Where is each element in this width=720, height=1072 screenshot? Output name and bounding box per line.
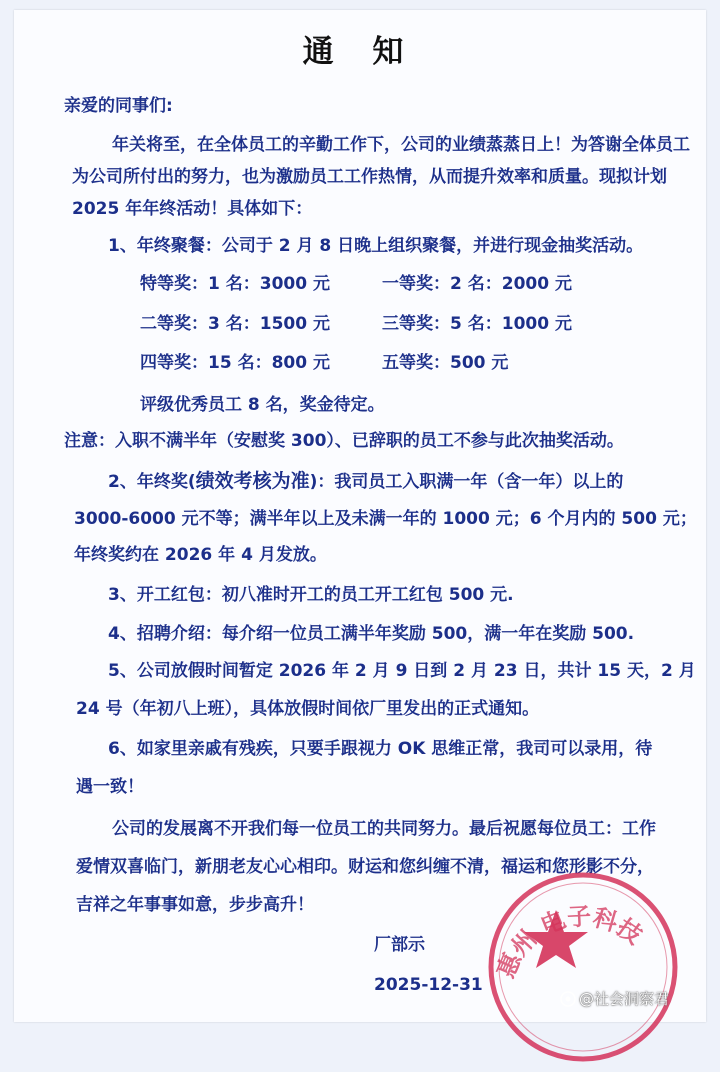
closing-line-1: 公司的发展离不开我们每一位员工的共同努力。最后祝愿每位员工：工作 [112, 819, 656, 839]
greeting: 亲爱的同事们: [64, 96, 173, 116]
item-5-holiday-line-2: 24 号（年初八上班），具体放假时间依厂里发出的正式通知。 [76, 699, 540, 719]
closing-line-2: 爱情双喜临门，新朋老友心心相印。财运和您纠缠不清，福运和您形影不分， [76, 857, 654, 877]
item-2-year-end-bonus [108, 470, 623, 493]
prize-fifth: 五等奖：500 元 [382, 353, 509, 373]
item-6-hiring-line-2: 遇一致！ [76, 777, 144, 797]
item-2-line-2: 3000-6000 元不等；满半年以上及未满一年的 1000 元；6 个月内的 500 元； [74, 509, 697, 529]
prize-second: 二等奖：3 名：1500 元 [140, 314, 330, 334]
prize-first: 一等奖：2 名：2000 元 [382, 274, 572, 294]
intro-line-2: 为公司所付出的努力，也为激励员工工作热情，从而提升效率和质量。现拟计划 [72, 167, 667, 187]
seal-text: 惠州 电子科技 [490, 901, 648, 983]
item-1-year-end-dinner: 1、年终聚餐：公司于 2 月 8 日晚上组织聚餐，并进行现金抽奖活动。 [108, 236, 644, 256]
company-seal-stamp [478, 862, 688, 1072]
prize-fourth: 四等奖：15 名：800 元 [140, 353, 330, 373]
item-2-suffix: )：我司员工入职满一年（含一年）以上的 [309, 472, 624, 492]
closing-line-3: 吉祥之年事事如意，步步高升！ [76, 895, 314, 915]
item-2-emphasis: 绩效考核为准 [195, 470, 310, 492]
item-2-line-3: 年终奖约在 2026 年 4 月发放。 [74, 545, 327, 565]
prize-special: 特等奖：1 名：3000 元 [140, 274, 330, 294]
item-2-prefix: 2、年终奖( [108, 472, 196, 492]
signature: 厂部示 [374, 935, 425, 955]
lottery-note: 注意：入职不满半年（安慰奖 300）、已辞职的员工不参与此次抽奖活动。 [64, 431, 624, 451]
watermark-text: @社会洞察君 [579, 990, 670, 1008]
intro-line-1: 年关将至，在全体员工的辛勤工作下，公司的业绩蒸蒸日上！为答谢全体员工 [112, 135, 690, 155]
source-watermark [560, 988, 669, 1009]
notice-date: 2025-12-31 [374, 975, 483, 995]
item-6-hiring-line-1: 6、如家里亲戚有残疾，只要手跟视力 OK 思维正常，我司可以录用，待 [108, 739, 653, 759]
intro-line-3: 2025 年年终活动！具体如下： [72, 199, 313, 219]
excellent-staff: 评级优秀员工 8 名，奖金待定。 [140, 395, 385, 415]
item-3-start-red-packet: 3、开工红包：初八准时开工的员工开工红包 500 元. [108, 585, 514, 605]
item-5-holiday-line-1: 5、公司放假时间暂定 2026 年 2 月 9 日到 2 月 23 日，共计 15 天，2 月 [108, 661, 696, 681]
weibo-logo-icon [560, 991, 576, 1007]
item-4-referral: 4、招聘介绍：每介绍一位员工满半年奖励 500，满一年在奖励 500. [108, 624, 635, 644]
notice-title: 通 知 [302, 34, 418, 70]
prize-third: 三等奖：5 名：1000 元 [382, 314, 572, 334]
